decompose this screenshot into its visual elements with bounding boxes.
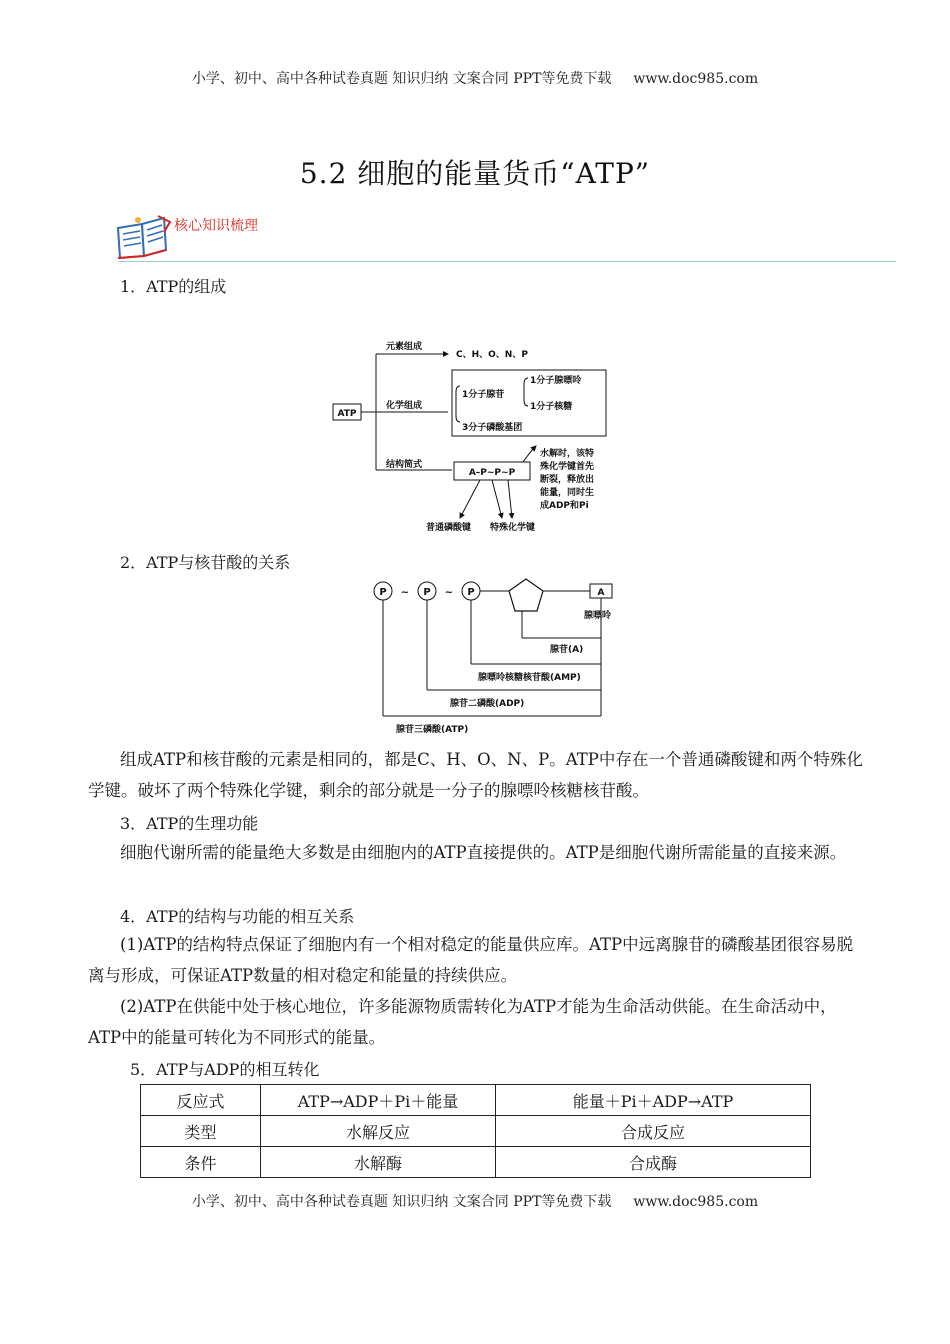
- tilde-1: ~: [400, 587, 410, 598]
- header-text: 小学、初中、高中各种试卷真题 知识归纳 文案合同 PPT等免费下载: [191, 71, 612, 87]
- table-row: [141, 1147, 811, 1178]
- section-label: 核心知识梳理: [174, 218, 258, 234]
- paragraph-structure-2: (2)ATP在供能中处于核心地位，许多能源物质需转化为ATP才能为生命活动供能。在生命活动中，ATP中的能量可转化为不同形式的能量。: [88, 997, 837, 1047]
- table-cell: 水解反应: [261, 1116, 496, 1147]
- adp-caption: 腺苷二磷酸(ADP): [450, 699, 525, 709]
- hydrolysis-note-3: 断裂，释放出: [540, 475, 595, 485]
- normal-bond-label: 普通磷酸键: [426, 523, 472, 533]
- adenine-label: 1分子腺嘌呤: [530, 376, 582, 386]
- table-cell: ATP→ADP＋Pi＋能量: [261, 1085, 496, 1116]
- hydrolysis-note-2: 殊化学键首先: [540, 462, 595, 472]
- paragraph-atp-function: 细胞代谢所需的能量绝大多数是由细胞内的ATP直接提供的。ATP是细胞代谢所需能量的直接来源。: [120, 843, 847, 862]
- branch-chemistry-label: 化学组成: [386, 401, 423, 411]
- branch-elements-label: 元素组成: [386, 342, 423, 352]
- table-cell: 水解酶: [261, 1147, 496, 1178]
- adenine-box-label: A: [597, 588, 605, 598]
- atp-caption: 腺苷三磷酸(ATP): [396, 725, 469, 735]
- hydrolysis-note-4: 能量，同时生: [540, 488, 595, 498]
- hydrolysis-note-5: 成ADP和Pi: [540, 501, 589, 511]
- adenine-caption: 腺嘌呤: [584, 611, 612, 621]
- footer-text: 小学、初中、高中各种试卷真题 知识归纳 文案合同 PPT等免费下载: [191, 1194, 612, 1210]
- phosphates-label: 3分子磷酸基团: [462, 423, 523, 433]
- page-footer: [0, 1191, 950, 1211]
- table-row: [141, 1085, 811, 1116]
- amp-caption: 腺嘌呤核糖核苷酸(AMP): [478, 673, 581, 683]
- table-cell: 能量＋Pi＋ADP→ATP: [496, 1085, 811, 1116]
- atp-root-label: ATP: [337, 409, 357, 419]
- heading-atp-composition: 1．ATP的组成: [120, 277, 227, 296]
- formula-label: A–P~P~P: [468, 468, 516, 478]
- header-url[interactable]: www.doc985.com: [633, 71, 759, 87]
- table-cell: 类型: [141, 1116, 261, 1147]
- page-title: 5.2 细胞的能量货币“ATP”: [299, 157, 651, 190]
- table-cell: 条件: [141, 1147, 261, 1178]
- table-cell: 反应式: [141, 1085, 261, 1116]
- footer-url[interactable]: www.doc985.com: [633, 1194, 759, 1210]
- ribose-label: 1分子核糖: [530, 402, 573, 412]
- heading-atp-function: 3．ATP的生理功能: [120, 814, 259, 833]
- table-cell: 合成酶: [496, 1147, 811, 1178]
- paragraph-structure-1: (1)ATP的结构特点保证了细胞内有一个相对稳定的能量供应库。ATP中远离腺苷的磷酸基团很容易脱离与形成，可保证ATP数量的相对稳定和能量的持续供应。: [88, 935, 854, 985]
- book-icon: [114, 212, 174, 262]
- elements-value: C、H、O、N、P: [456, 350, 528, 360]
- phosphate-1-label: P: [379, 587, 387, 598]
- page-header: [0, 68, 950, 88]
- heading-structure-function: 4．ATP的结构与功能的相互关系: [120, 907, 355, 926]
- branch-structure-label: 结构简式: [386, 460, 423, 470]
- section-divider: [118, 261, 896, 262]
- heading-atp-nucleotide: 2．ATP与核苷酸的关系: [120, 553, 291, 572]
- heading-atp-adp-conversion: 5．ATP与ADP的相互转化: [130, 1060, 320, 1079]
- atp-nucleotide-diagram: [368, 576, 628, 742]
- table-cell: 合成反应: [496, 1116, 811, 1147]
- phosphate-3-label: P: [467, 587, 475, 598]
- phosphate-2-label: P: [423, 587, 431, 598]
- paragraph-composition-relation: 组成ATP和核苷酸的元素是相同的，都是C、H、O、N、P。ATP中存在一个普通磷酸键和两个特殊化学键。破坏了两个特殊化学键，剩余的部分就是一分子的腺嘌呤核糖核苷酸。: [88, 750, 863, 800]
- table-row: [141, 1116, 811, 1147]
- adenosine-caption: 腺苷(A): [550, 645, 584, 655]
- tilde-2: ~: [444, 587, 454, 598]
- atp-composition-diagram: [330, 334, 660, 540]
- special-bond-label: 特殊化学键: [490, 523, 536, 533]
- hydrolysis-note-1: 水解时，该特: [540, 449, 595, 459]
- ribose-pentagon: [509, 579, 543, 611]
- atp-adp-table: [140, 1084, 811, 1178]
- adenosine-label: 1分子腺苷: [462, 390, 505, 400]
